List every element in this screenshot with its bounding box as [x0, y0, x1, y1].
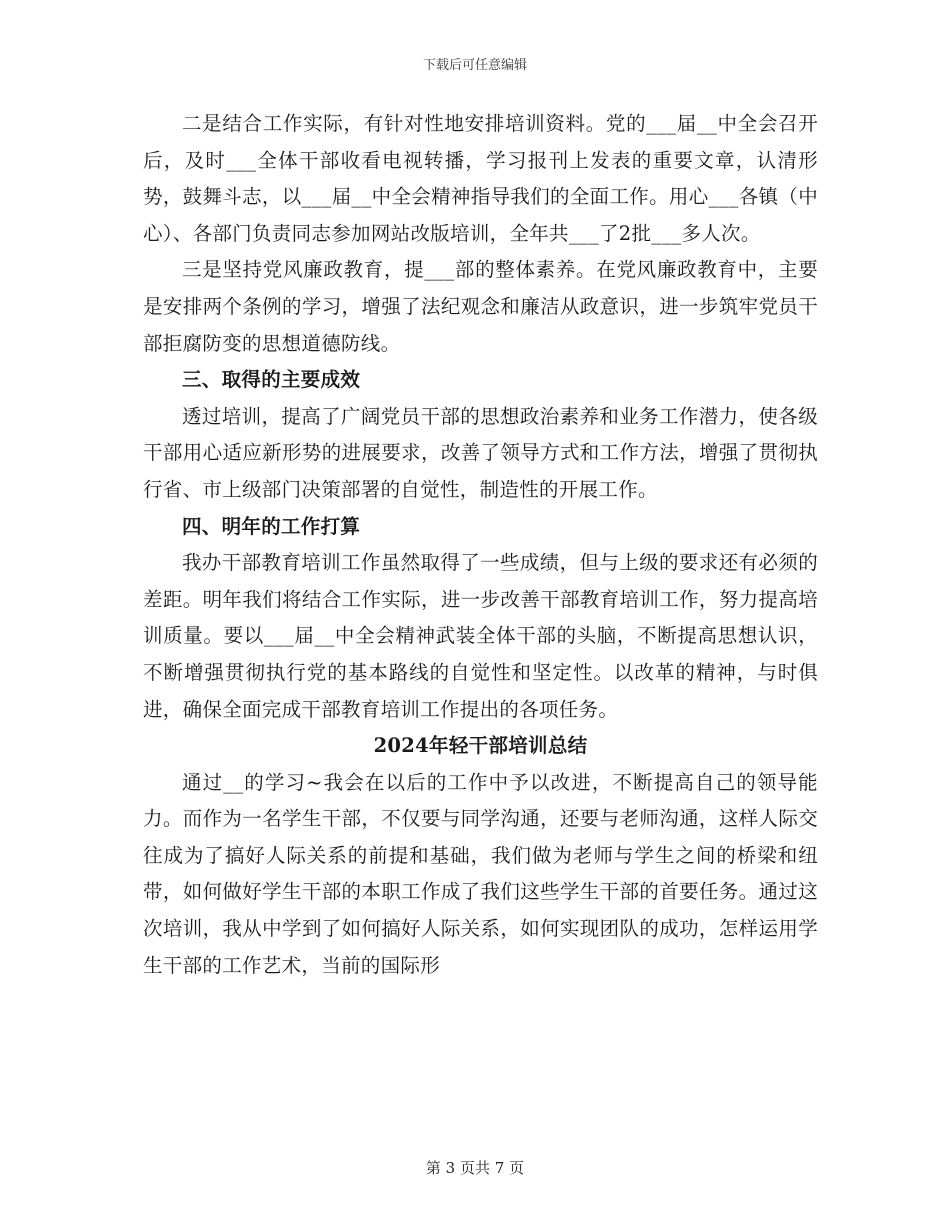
paragraph-training-summary: 通过__的学习~我会在以后的工作中予以改进，不断提高自己的领导能力。而作为一名学生干部，不仅要与同学沟通，还要与老师沟通，这样人际交往成为了搞好人际关系的前提和基础，我们做为老师与学生之间的桥梁和纽带，如何做好学生干部的本职工作成了我们这些学生干部的首要任务。通过这次培训，我从中学到了如何搞好人际关系，如何实现团队的成功，怎样运用学生干部的工作艺术，当前的国际形 [143, 770, 818, 977]
section-heading-results: 三、取得的主要成效 [182, 368, 361, 392]
section-heading-next-year-plan: 四、明年的工作打算 [182, 514, 361, 538]
page-header: 下载后可任意编辑 [422, 58, 527, 73]
paragraph-integrity-education: 三是坚持党风廉政教育，提___部的整体素养。在党风廉政教育中，主要是安排两个条例的学习，增强了法纪观念和廉洁从政意识，进一步筑牢党员干部拒腐防变的思想道德防线。 [143, 258, 818, 355]
document-body [143, 106, 818, 984]
paragraph-results: 透过培训，提高了广阔党员干部的思想政治素养和业务工作潜力，使各级干部用心适应新形势的进展要求，改善了领导方式和工作方法，增强了贯彻执行省、市上级部门决策部署的自觉性，制造性的开展工作。 [143, 404, 818, 501]
paragraph-next-year-plan: 我办干部教育培训工作虽然取得了一些成绩，但与上级的要求还有必须的差距。明年我们将结合工作实际，进一步改善干部教育培训工作，努力提高培训质量。要以___届__中全会精神武装全体干部的头脑，不断提高思想认识，不断增强贯彻执行党的基本路线的自觉性和坚定性。以改革的精神，与时俱进，确保全面完成干部教育培训工作提出的各项任务。 [143, 551, 818, 721]
paragraph-training-content: 二是结合工作实际，有针对性地安排培训资料。党的___届__中全会召开后，及时___全体干部收看电视转播，学习报刊上发表的重要文章，认清形势，鼓舞斗志，以___届__中全会精神指导我们的全面工作。用心___各镇（中心）、各部门负责同志参加网站改版培训，全年共___了2批___多人次。 [143, 112, 818, 245]
document-title: 2024年轻干部培训总结 [373, 734, 588, 758]
page-footer: 第 3 页共 7 页 [425, 1159, 525, 1177]
